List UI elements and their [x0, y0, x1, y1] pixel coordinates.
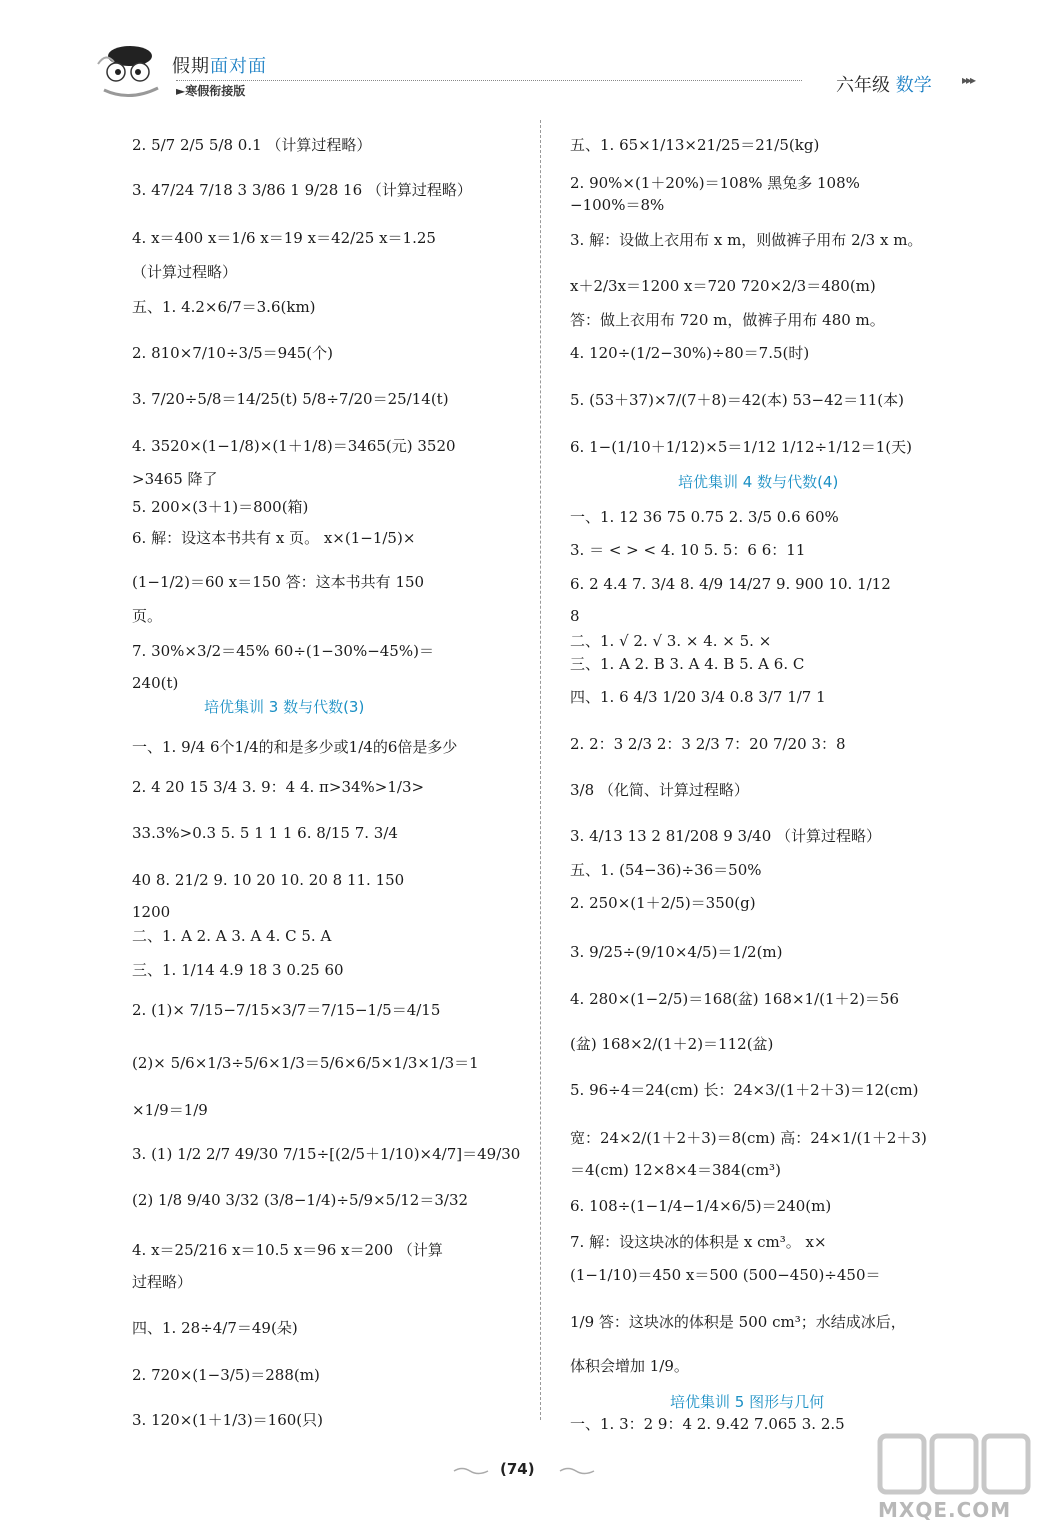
- arrows-icon: ▸▸▸: [962, 73, 975, 87]
- answer-line: 3. 120×(1＋1/3)＝160(只): [132, 1411, 324, 1429]
- answer-line: 40 8. 21/2 9. 10 20 10. 20 8 11. 150: [132, 871, 405, 889]
- answer-line: 二、1. √ 2. √ 3. × 4. × 5. ×: [570, 632, 772, 650]
- column-divider: [540, 120, 541, 1420]
- answer-line: 7. 解：设这块冰的体积是 x cm³。 x×: [570, 1233, 827, 1251]
- answer-line: 三、1. 1/14 4.9 18 3 0.25 60: [132, 961, 344, 979]
- answer-line: 3. ＝ < > < 4. 10 5. 5：6 6：11: [570, 541, 806, 559]
- section-title: 培优集训 5 图形与几何: [670, 1393, 825, 1411]
- answer-line: (2)× 5/6×1/3÷5/6×1/3＝5/6×6/5×1/3×1/3＝1: [132, 1054, 479, 1072]
- answer-line: 页。: [132, 607, 163, 625]
- answer-line: 五、1. 65×1/13×21/25＝21/5(kg): [570, 136, 820, 154]
- section-title: 培优集训 3 数与代数(3): [204, 698, 365, 716]
- answer-line: 3. 4/13 13 2 81/208 9 3/40 （计算过程略）: [570, 827, 882, 845]
- grade-label: 六年级: [836, 75, 890, 96]
- answer-line: 6. 解：设这本书共有 x 页。 x×(1−1/5)×: [132, 529, 416, 547]
- answer-line: 3. 47/24 7/18 3 3/86 1 9/28 16 （计算过程略）: [132, 181, 472, 199]
- cartoon-logo-icon: [96, 42, 166, 100]
- answer-line: 2. 4 20 15 3/4 3. 9：4 4. π>34%>1/3>: [132, 778, 425, 796]
- answer-line: 3. 7/20÷5/8＝14/25(t) 5/8÷7/20＝25/14(t): [132, 390, 449, 408]
- answer-line: (1−1/10)＝450 x＝500 (500−450)÷450＝: [570, 1266, 881, 1284]
- answer-line: 2. 810×7/10÷3/5＝945(个): [132, 344, 334, 362]
- answer-line: (1−1/2)＝60 x＝150 答：这本书共有 150: [132, 573, 425, 591]
- answer-line: 4. 3520×(1−1/8)×(1＋1/8)＝3465(元) 3520: [132, 437, 456, 455]
- answer-line: x＋2/3x＝1200 x＝720 720×2/3＝480(m): [570, 277, 876, 295]
- page-number: (74): [500, 1460, 535, 1478]
- answer-line: 2. 250×(1＋2/5)＝350(g): [570, 894, 756, 912]
- answer-line: 三、1. A 2. B 3. A 4. B 5. A 6. C: [570, 655, 805, 673]
- brand-subtitle: ►寒假衔接版: [176, 84, 246, 98]
- answer-line: 2. 90%×(1＋20%)＝108% 黑兔多 108%: [570, 174, 860, 192]
- brand-title-a: 假期: [172, 56, 210, 77]
- answer-line: 宽：24×2/(1＋2＋3)＝8(cm) 高：24×1/(1＋2＋3): [570, 1129, 927, 1147]
- answer-line: 3/8 （化简、计算过程略）: [570, 781, 749, 799]
- answer-line: 2. 5/7 2/5 5/8 0.1 （计算过程略）: [132, 136, 372, 154]
- answer-line: ×1/9＝1/9: [132, 1101, 208, 1119]
- answer-line: 3. 9/25÷(9/10×4/5)＝1/2(m): [570, 943, 783, 961]
- watermark-text: MXQE.COM: [878, 1498, 1012, 1522]
- header-dotted-rule: [176, 80, 802, 81]
- answer-line: 4. x＝400 x＝1/6 x＝19 x＝42/25 x＝1.25: [132, 229, 436, 247]
- answer-line: 过程略）: [132, 1273, 193, 1291]
- answer-line: 6. 108÷(1−1/4−1/4×6/5)＝240(m): [570, 1197, 832, 1215]
- answer-line: 7. 30%×3/2＝45% 60÷(1−30%−45%)＝: [132, 642, 434, 660]
- answer-line: 4. x＝25/216 x＝10.5 x＝96 x＝200 （计算: [132, 1241, 443, 1259]
- answer-line: 6. 2 4.4 7. 3/4 8. 4/9 14/27 9. 900 10. 1/12: [570, 575, 891, 593]
- answer-line: 一、1. 9/4 6个1/4的和是多少或1/4的6倍是多少: [132, 738, 458, 756]
- answer-line: 一、1. 12 36 75 0.75 2. 3/5 0.6 60%: [570, 508, 839, 526]
- answer-line: 4. 280×(1−2/5)＝168(盆) 168×1/(1＋2)＝56: [570, 990, 900, 1008]
- page-ornament-right-icon: [558, 1466, 598, 1476]
- subject-label: 数学: [895, 75, 932, 96]
- answer-line: 33.3%>0.3 5. 5 1 1 1 6. 8/15 7. 3/4: [132, 824, 398, 842]
- answer-line: 3. 解：设做上衣用布 x m，则做裤子用布 2/3 x m。: [570, 231, 923, 249]
- answer-line: 二、1. A 2. A 3. A 4. C 5. A: [132, 927, 332, 945]
- answer-line: 6. 1−(1/10＋1/12)×5＝1/12 1/12÷1/12＝1(天): [570, 438, 913, 456]
- answer-line: 240(t): [132, 674, 179, 692]
- answer-line: 8: [570, 607, 580, 625]
- answer-line: >3465 降了: [132, 470, 218, 488]
- answer-line: 体积会增加 1/9。: [570, 1357, 689, 1375]
- answer-line: 五、1. (54−36)÷36＝50%: [570, 861, 762, 879]
- answer-line: (盆) 168×2/(1＋2)＝112(盆): [570, 1035, 774, 1053]
- answer-line: 四、1. 28÷4/7＝49(朵): [132, 1319, 298, 1337]
- answer-line: 3. (1) 1/2 2/7 49/30 7/15÷[(2/5＋1/10)×4/7]＝49/30: [132, 1145, 521, 1163]
- answer-line: 4. 120÷(1/2−30%)÷80＝7.5(时): [570, 344, 810, 362]
- answer-line: 5. (53＋37)×7/(7＋8)＝42(本) 53−42＝11(本): [570, 391, 905, 409]
- answer-line: 五、1. 4.2×6/7＝3.6(km): [132, 298, 316, 316]
- answer-line: ＝4(cm) 12×8×4＝384(cm³): [570, 1161, 781, 1179]
- grade-subject: [836, 71, 932, 97]
- answer-line: 答：做上衣用布 720 m，做裤子用布 480 m。: [570, 311, 885, 329]
- answer-line: 一、1. 3：2 9：4 2. 9.42 7.065 3. 2.5: [570, 1415, 845, 1433]
- answer-line: −100%＝8%: [570, 196, 665, 214]
- answer-line: 四、1. 6 4/3 1/20 3/4 0.8 3/7 1/7 1: [570, 688, 826, 706]
- brand-title-b: 面对面: [210, 56, 267, 77]
- section-title: 培优集训 4 数与代数(4): [678, 473, 839, 491]
- page-ornament-left-icon: [452, 1466, 492, 1476]
- brand-title: [172, 52, 267, 78]
- answer-line: 5. 200×(3＋1)＝800(箱): [132, 498, 309, 516]
- answer-line: 2. 720×(1−3/5)＝288(m): [132, 1366, 320, 1384]
- answer-line: 5. 96÷4＝24(cm) 长：24×3/(1＋2＋3)＝12(cm): [570, 1081, 919, 1099]
- answer-line: 1200: [132, 903, 171, 921]
- answer-line: 2. (1)× 7/15−7/15×3/7＝7/15−1/5＝4/15: [132, 1001, 441, 1019]
- answer-line: 2. 2：3 2/3 2：3 2/3 7：20 7/20 3：8: [570, 735, 846, 753]
- answer-line: （计算过程略）: [132, 263, 238, 281]
- answer-line: (2) 1/8 9/40 3/32 (3/8−1/4)÷5/9×5/12＝3/32: [132, 1191, 469, 1209]
- answer-line: 1/9 答：这块冰的体积是 500 cm³；水结成冰后，: [570, 1313, 906, 1331]
